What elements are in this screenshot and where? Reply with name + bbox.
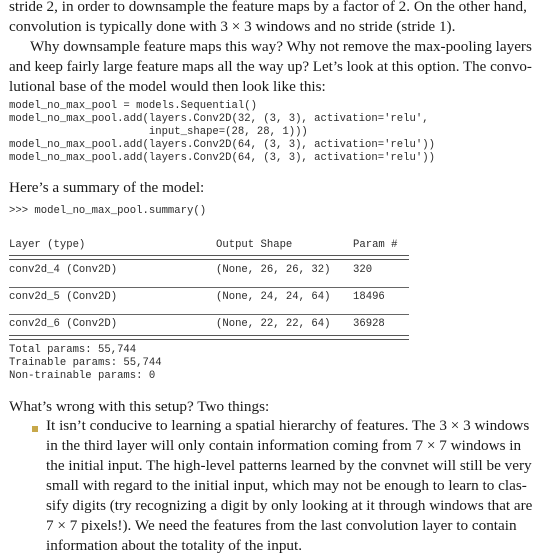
bullet-line: sify digits (try recognizing a digit by only looking at it through windows that are xyxy=(46,497,533,514)
total-params: Total params: 55,744 xyxy=(9,344,137,356)
code-line: input_shape=(28, 28, 1))) xyxy=(9,126,308,138)
bullet-line: the initial input. The high-level patterns learned by the convnet will still be very xyxy=(46,457,532,474)
bullet-line: in the third layer will only contain information coming from 7 × 7 windows in xyxy=(46,437,522,454)
layer-name: conv2d_4 (Conv2D) xyxy=(9,264,118,276)
output-shape: (None, 26, 26, 32) xyxy=(216,264,331,276)
bullet-line: information about the totality of the input. xyxy=(46,537,303,554)
wrong-heading: What’s wrong with this setup? Two things: xyxy=(9,398,270,415)
non-trainable-params: Non-trainable params: 0 xyxy=(9,370,156,382)
bullet-line: small with regard to the initial input, which may not be enough to learn to clas- xyxy=(46,477,527,494)
summary-heading: Here’s a summary of the model: xyxy=(9,179,205,196)
layer-name: conv2d_5 (Conv2D) xyxy=(9,291,118,303)
table-header-layer: Layer (type) xyxy=(9,239,86,251)
trainable-params: Trainable params: 55,744 xyxy=(9,357,162,369)
why-line: lutional base of the model would then look like this: xyxy=(9,78,326,95)
bullet-line: 7 × 7 pixels!). We need the features from the last convolution layer to contain xyxy=(46,517,517,534)
bullet-square-icon xyxy=(32,426,38,432)
table-double-rule xyxy=(9,335,409,340)
table-double-rule xyxy=(9,255,409,260)
why-line: Why downsample feature maps this way? Why not remove the max-pooling layers xyxy=(30,38,532,55)
code-line: model_no_max_pool.add(layers.Conv2D(64, (3, 3), activation='relu')) xyxy=(9,152,435,164)
param-count: 36928 xyxy=(353,318,385,330)
code-line: model_no_max_pool.add(layers.Conv2D(64, (3, 3), activation='relu')) xyxy=(9,139,435,151)
table-row-rule xyxy=(9,287,409,288)
param-count: 320 xyxy=(353,264,373,276)
table-row-rule xyxy=(9,314,409,315)
bullet-line: It isn’t conducive to learning a spatial hierarchy of features. The 3 × 3 windows xyxy=(46,417,530,434)
param-count: 18496 xyxy=(353,291,385,303)
layer-name: conv2d_6 (Conv2D) xyxy=(9,318,118,330)
code-line: model_no_max_pool.add(layers.Conv2D(32, (3, 3), activation='relu', xyxy=(9,113,429,125)
table-header-params: Param # xyxy=(353,239,398,251)
why-line: and keep fairly large feature maps all the way up? Let’s look at this option. The convo- xyxy=(9,58,532,75)
output-shape: (None, 24, 24, 64) xyxy=(216,291,331,303)
intro-line: stride 2, in order to downsample the feature maps by a factor of 2. On the other hand, xyxy=(9,0,527,15)
summary-call: >>> model_no_max_pool.summary() xyxy=(9,205,207,217)
table-header-output: Output Shape xyxy=(216,239,293,251)
output-shape: (None, 22, 22, 64) xyxy=(216,318,331,330)
intro-line: convolution is typically done with 3 × 3 windows and no stride (stride 1). xyxy=(9,18,456,35)
code-line: model_no_max_pool = models.Sequential() xyxy=(9,100,257,112)
